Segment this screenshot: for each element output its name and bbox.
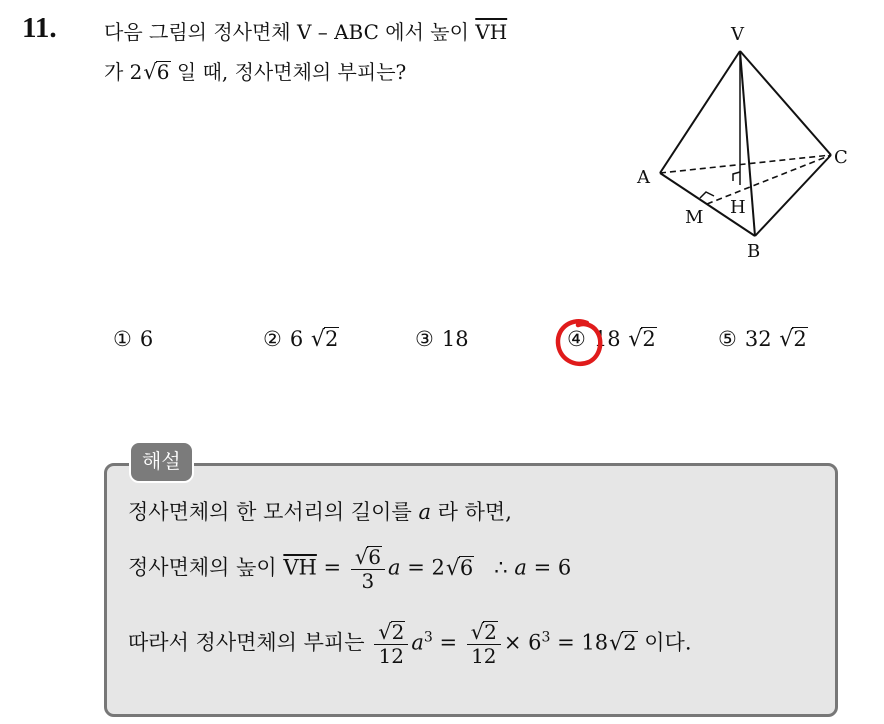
question-text-2b: 일 때, 정사면체의 부피는? (176, 60, 407, 84)
answer-circle-mark (553, 315, 607, 371)
solution-tag: 해설 (129, 441, 194, 483)
label-m: M (685, 207, 704, 228)
question-line-1 (104, 16, 507, 45)
radicand: 2 (642, 327, 656, 351)
solution-text: 정사면체의 높이 (128, 555, 277, 580)
sqrt-expression: √2 (609, 630, 637, 656)
label-v: V (731, 24, 744, 45)
fraction (351, 545, 385, 593)
solution-result: = 18 (557, 630, 609, 655)
choice-marker: ② (263, 327, 282, 351)
variable-a: a (387, 555, 401, 580)
choice-marker: ① (113, 327, 132, 351)
sqrt-expression: √2 (310, 327, 339, 352)
solution-line-3 (128, 620, 692, 668)
choice-5[interactable] (718, 327, 808, 352)
edge-bc (755, 155, 831, 236)
right-angle-m (700, 192, 714, 198)
choice-marker: ⑤ (718, 327, 737, 351)
radicand: 2 (324, 327, 339, 351)
median-mc (707, 155, 831, 204)
radicand: 2 (793, 327, 807, 351)
fraction-denominator: 12 (378, 644, 404, 669)
edge-vc (740, 51, 831, 155)
sqrt-expression: √6 (143, 60, 170, 84)
question-line-2 (104, 56, 406, 85)
radicand: 6 (156, 60, 170, 84)
fraction-denominator: 3 (361, 569, 375, 594)
solution-text: 이다. (644, 630, 692, 655)
question-text-2a: 가 2 (104, 60, 143, 84)
solution-text: = 2 (407, 555, 445, 580)
fraction-denominator: 12 (471, 644, 497, 669)
edge-va (660, 51, 740, 173)
solution-line-1 (128, 496, 512, 526)
sqrt-expression: √6 (445, 555, 474, 581)
choice-value: 6 (289, 327, 304, 351)
right-angle-h (733, 172, 740, 181)
tetrahedron-figure (620, 16, 860, 266)
height-segment: $\overline{VH}$ (283, 555, 317, 580)
fraction (374, 620, 408, 668)
therefore-symbol: ∴ (494, 555, 508, 580)
variable-a: a (514, 555, 527, 580)
height-segment: $\overline{VH}$ (475, 20, 508, 44)
fraction-numerator: √6 (351, 545, 385, 570)
solution-text: 따라서 정사면체의 부피는 (128, 630, 365, 655)
fraction-numerator: √2 (374, 620, 408, 645)
solution-line-2 (128, 545, 571, 593)
exponent: 3 (541, 629, 551, 646)
solution-text: 라 하면, (437, 500, 512, 524)
solution-text: × 6 (503, 630, 542, 655)
label-b: B (747, 241, 761, 262)
variable-a: a (418, 500, 431, 524)
label-a: A (637, 167, 650, 188)
choice-value: 6 (139, 327, 154, 351)
equals-sign: = (439, 630, 458, 655)
choice-value: 18 (441, 327, 469, 351)
exponent: 3 (423, 629, 433, 646)
choice-marker: ④ (567, 327, 586, 351)
sqrt-expression: √2 (628, 327, 656, 352)
variable-a: a (411, 630, 424, 655)
equals-sign: = (323, 555, 342, 580)
choice-marker: ③ (415, 327, 434, 351)
choice-value: 18 (593, 327, 621, 351)
fraction (467, 620, 501, 668)
choice-3[interactable] (415, 327, 469, 351)
question-number: 11. (22, 12, 57, 44)
edge-ac-hidden (660, 155, 831, 173)
solution-result: = 6 (533, 555, 572, 580)
choice-value: 32 (744, 327, 772, 351)
choice-1[interactable] (113, 327, 153, 351)
question-text: 다음 그림의 정사면체 V – ABC 에서 높이 (104, 20, 469, 44)
label-h: H (730, 197, 746, 218)
choice-2[interactable] (263, 327, 339, 352)
sqrt-expression: √2 (779, 327, 807, 352)
solution-text: 정사면체의 한 모서리의 길이를 (128, 500, 412, 524)
label-c: C (834, 147, 848, 168)
fraction-numerator: √2 (467, 620, 501, 645)
